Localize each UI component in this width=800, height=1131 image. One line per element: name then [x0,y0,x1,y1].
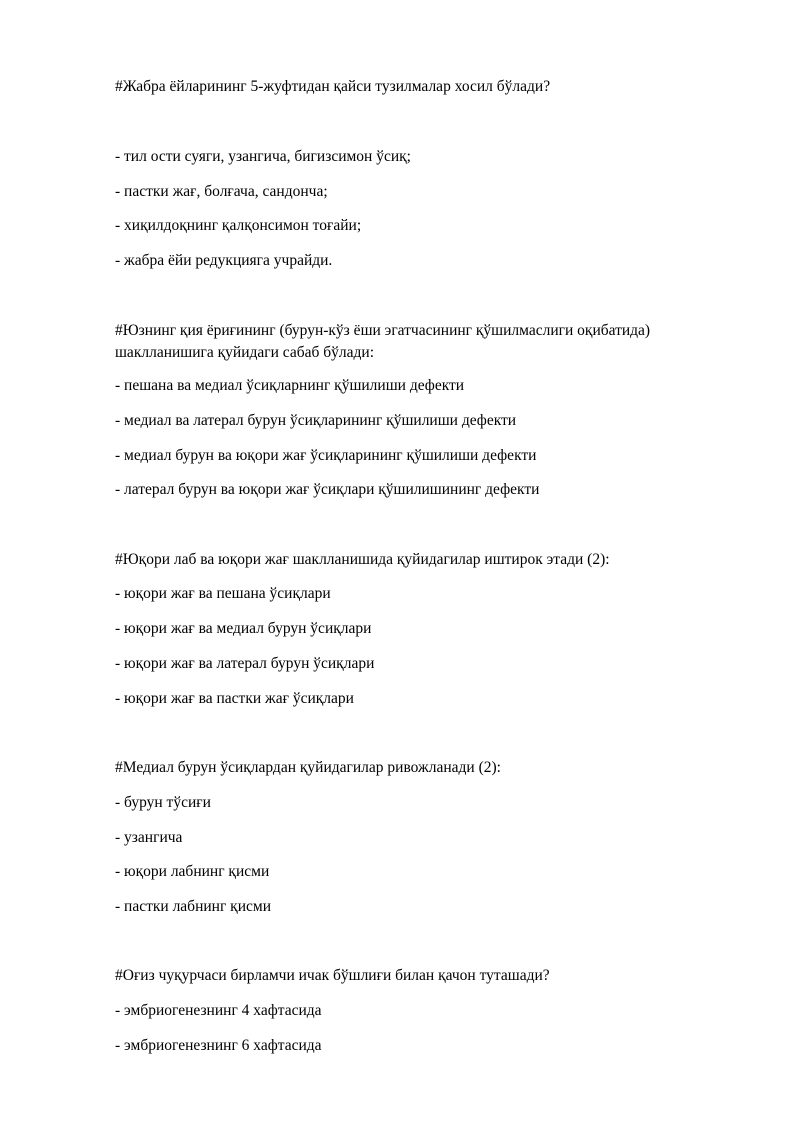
question-1-text: #Жабра ёйларининг 5-жуфтидан қайси тузилмалар хосил бўлади? [115,78,551,95]
question-3-option-4: - юқори жағ ва пастки жағ ўсиқлари [115,690,354,707]
question-2-option-2: - медиал ва латерал бурун ўсиқларининг қўшилиши дефекти [115,412,517,429]
question-5-option-1: - эмбриогенезнинг 4 хафтасида [115,1002,322,1019]
question-4-option-1: - бурун тўсиғи [115,794,211,811]
question-2-text: #Юзнинг қия ёриғининг (бурун-кўз ёши эгатчасининг қўшилмаслиги оқибатида) шаклланишига қуйидаги сабаб бўлади: [115,322,651,361]
question-4-option-3: - юқори лабнинг қисми [115,863,270,880]
question-1-option-3: - хиқилдоқнинг қалқонсимон тоғайи; [115,217,362,234]
question-3-option-2: - юқори жағ ва медиал бурун ўсиқлари [115,620,372,637]
question-2-option-3: - медиал бурун ва юқори жағ ўсиқларининг қўшилиши дефекти [115,447,537,464]
question-4-text: #Медиал бурун ўсиқлардан қуйидагилар ривожланади (2): [115,759,501,776]
question-1-option-4: - жабра ёйи редукцияга учрайди. [115,252,333,269]
question-3-option-1: - юқори жағ ва пешана ўсиқлари [115,585,331,602]
question-2-option-4: - латерал бурун ва юқори жағ ўсиқлари қўшилишининг дефекти [115,481,540,498]
question-4-option-4: - пастки лабнинг қисми [115,898,271,915]
question-4-option-2: - узангича [115,829,183,846]
question-2-option-1: - пешана ва медиал ўсиқларнинг қўшилиши дефекти [115,377,465,394]
question-3-text: #Юқори лаб ва юқори жағ шаклланишида қуйидагилар иштирок этади (2): [115,551,610,568]
question-1-option-2: - пастки жағ, болғача, сандонча; [115,183,328,200]
question-5-text: #Оғиз чуқурчаси бирламчи ичак бўшлиғи билан қачон туташади? [115,967,550,984]
question-3-option-3: - юқори жағ ва латерал бурун ўсиқлари [115,655,375,672]
question-1-option-1: - тил ости суяги, узангича, бигизсимон ўсиқ; [115,148,411,165]
question-5-option-2: - эмбриогенезнинг 6 хафтасида [115,1037,322,1054]
